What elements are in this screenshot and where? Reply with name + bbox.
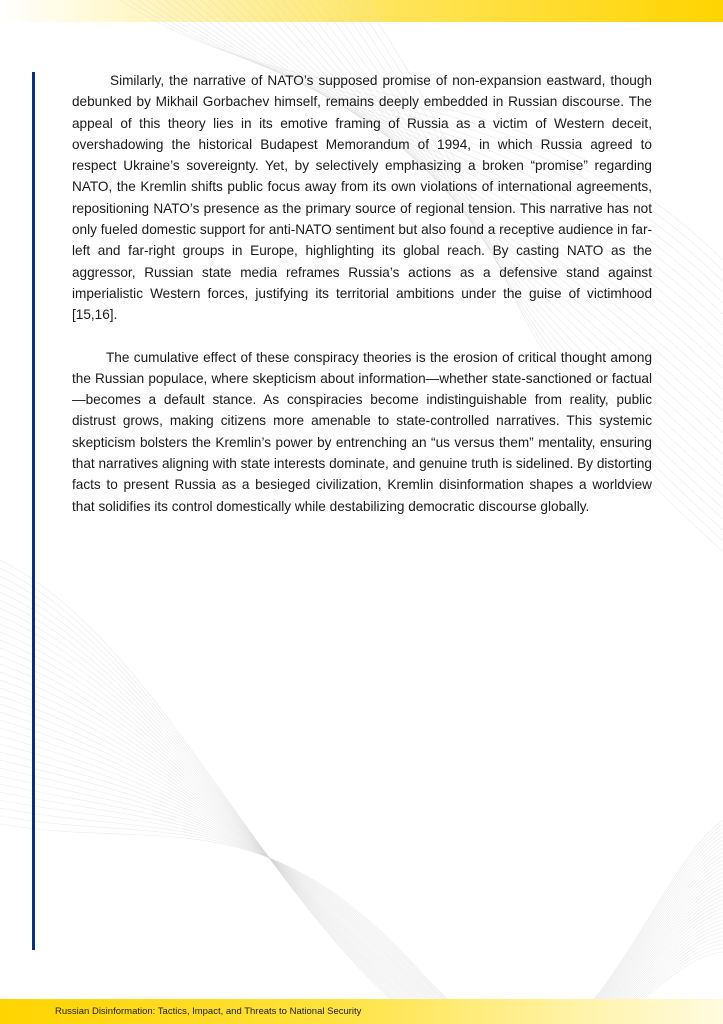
wave-line xyxy=(0,648,723,1024)
paragraph-nato-narrative: Similarly, the narrative of NATO’s supposed promise of non-expansion eastward, though debunked by Mikhail Gorbachev himself, remains deeply embedded in Russian discourse. The appeal of this theory lies in its emotive framing of Russia as a victim of Western deceit, overshadowing the historical Budapest Memorandum of 1994, in which Russia agreed to respect Ukraine’s sovereignty. Yet, by selectively emphasizing a broken “promise” regarding NATO, the Kremlin shifts public focus away from its own violations of international agreements, repositioning NATO’s presence as the primary source of regional tension. This narrative has not only fueled domestic support for anti-NATO sentiment but also found a receptive audience in far-left and far-right groups in Europe, highlighting its global reach. By casting NATO as the aggressor, Russian state media reframes Russia’s actions as a defensive stand against imperialistic Western forces, justifying its territorial ambitions under the guise of victimhood [15,16]. xyxy=(72,73,652,323)
wave-line xyxy=(0,616,723,1024)
wave-line xyxy=(0,584,723,1024)
footer-title: Russian Disinformation: Tactics, Impact, and Threats to National Security xyxy=(55,1006,362,1017)
wave-line xyxy=(0,688,723,1024)
wave-line xyxy=(0,560,723,1024)
document-body xyxy=(72,70,652,538)
wave-line xyxy=(0,664,723,1024)
wave-line xyxy=(0,768,723,1024)
left-margin-rule xyxy=(32,72,35,950)
footer-band xyxy=(0,999,723,1024)
paragraph-cumulative-effect: The cumulative effect of these conspiracy theories is the erosion of critical thought among the Russian populace, where skepticism about information—whether state-sanctioned or factual—becomes a default stance. As conspiracies become indistinguishable from reality, public distrust grows, making citizens more amenable to state-controlled narratives. This systemic skepticism bolsters the Kremlin’s power by entrenching an “us versus them” mentality, ensuring that narratives aligning with state interests dominate, and genuine truth is sidelined. By distorting facts to present Russia as a besieged civilization, Kremlin disinformation shapes a worldview that solidifies its control domestically while destabilizing democratic discourse globally. xyxy=(72,349,652,514)
wave-line xyxy=(0,608,723,1024)
wave-line xyxy=(0,728,723,1024)
wave-line xyxy=(0,592,723,1024)
